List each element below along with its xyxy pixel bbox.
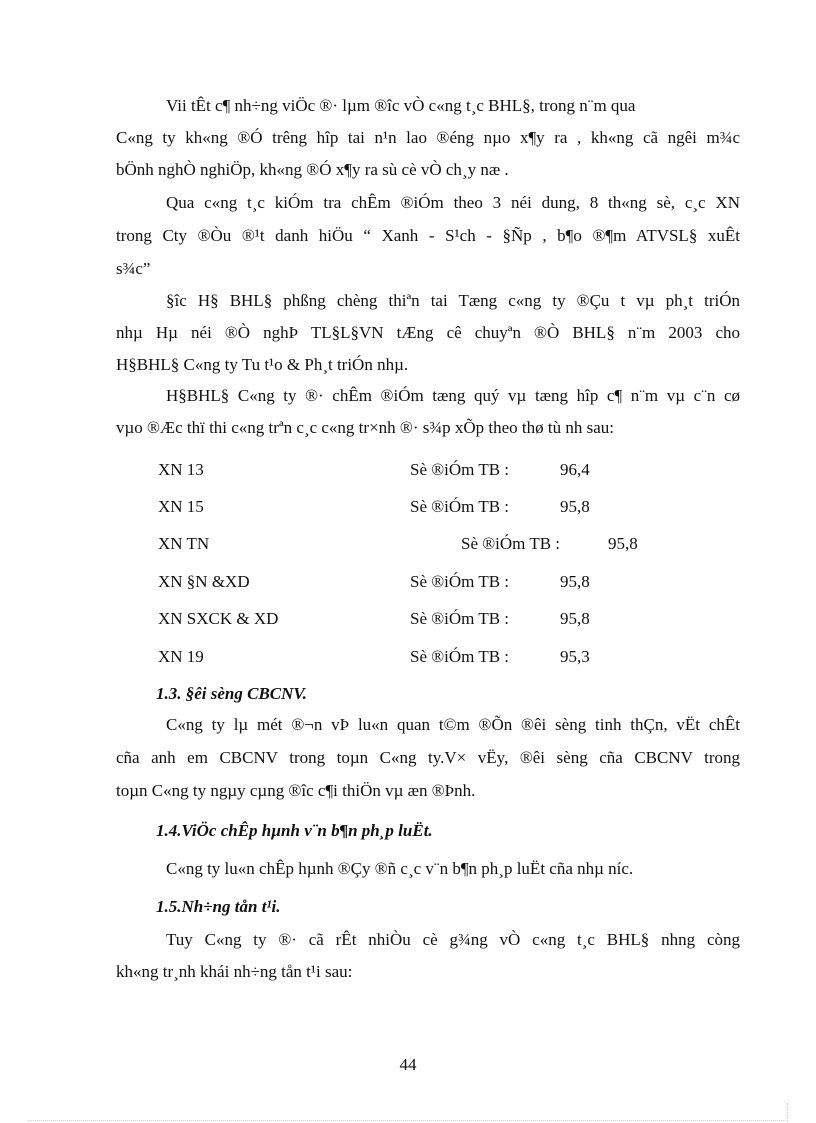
text-line: C«ng ty kh«ng ®Ó trêng hîp tai n¹n lao ®éng nµo x¶y ra , kh«ng cã ngêi m¾c: [116, 128, 740, 147]
text-line: §îc H§ BHL§ phßng chèng thiªn tai Tæng c«ng ty ®Çu t vµ ph¸t triÓn: [166, 291, 740, 310]
table-cell-label: Sè ®iÓm TB :: [410, 609, 510, 628]
table-cell-label: Sè ®iÓm TB :: [410, 647, 510, 666]
text-line: bÖnh nghÒ nghiÖp, kh«ng ®Ó x¶y ra sù cè vÒ ch¸y næ .: [116, 160, 509, 179]
table-cell-score: 95,3: [560, 647, 590, 666]
section-heading: 1.3. §êi sèng CBCNV.: [156, 684, 307, 703]
section-heading: 1.5.Nh÷ng tån t¹i.: [156, 897, 281, 916]
text-line: H§BHL§ C«ng ty Tu t¹o & Ph¸t triÓn nhµ.: [116, 355, 409, 374]
table-cell-unit: XN TN: [158, 534, 210, 553]
table-cell-unit: XN §N &XD: [158, 572, 250, 591]
text-line: toµn C«ng ty ngµy cµng ®îc c¶i thiÖn vµ æn ®Þnh.: [116, 781, 476, 800]
text-line: Vii tÊt c¶ nh÷ng viÖc ®· lµm ®îc vÒ c«ng t¸c BHL§, trong n¨m qua: [166, 96, 636, 115]
text-line: C«ng ty lu«n chÊp hµnh ®Çy ®ñ c¸c v¨n b¶n ph¸p luËt cña nhµ níc.: [166, 859, 634, 878]
page-edge-rule: [28, 1120, 788, 1121]
text-line: Tuy C«ng ty ®· cã rÊt nhiÒu cè g¾ng vÒ c«ng t¸c BHL§ nhng còng: [166, 930, 740, 949]
table-cell-unit: XN 19: [158, 647, 204, 666]
table-cell-score: 96,4: [560, 460, 590, 479]
table-cell-score: 95,8: [560, 609, 590, 628]
text-line: H§BHL§ C«ng ty ®· chÊm ®iÓm tæng quý vµ tæng hîp c¶ n¨m vµ c¨n cø: [166, 386, 740, 405]
table-cell-score: 95,8: [560, 497, 590, 516]
text-line: trong Cty ®Òu ®¹t danh hiÖu “ Xanh - S¹ch - §Ñp , b¶o ®¶m ATVSL§ xuÊt: [116, 226, 740, 245]
table-cell-unit: XN SXCK & XD: [158, 609, 279, 628]
page-number: 44: [399, 1055, 417, 1074]
table-cell-label: Sè ®iÓm TB :: [461, 534, 561, 553]
text-line: kh«ng tr¸nh khái nh÷ng tån t¹i sau:: [116, 962, 353, 981]
text-line: vµo ®Æc thï thi c«ng trªn c¸c c«ng tr×nh ®· s¾p xÕp theo thø tù nh sau:: [116, 418, 614, 437]
table-cell-unit: XN 15: [158, 497, 204, 516]
text-line: s¾c”: [116, 259, 151, 278]
table-cell-score: 95,8: [560, 572, 590, 591]
text-line: Qua c«ng t¸c kiÓm tra chÊm ®iÓm theo 3 néi dung, 8 th«ng sè, c¸c XN: [166, 193, 740, 212]
table-cell-score: 95,8: [608, 534, 638, 553]
text-line: C«ng ty lµ mét ®¬n vÞ lu«n quan t©m ®Õn ®êi sèng tinh thÇn, vËt chÊt: [166, 715, 740, 734]
table-cell-label: Sè ®iÓm TB :: [410, 572, 510, 591]
table-cell-label: Sè ®iÓm TB :: [410, 460, 510, 479]
table-cell-label: Sè ®iÓm TB :: [410, 497, 510, 516]
page-edge-rule: [787, 1103, 788, 1123]
table-cell-unit: XN 13: [158, 460, 204, 479]
text-line: nhµ Hµ néi ®Ò nghÞ TL§L§VN tÆng cê chuyªn ®Ò BHL§ n¨m 2003 cho: [116, 323, 740, 342]
text-line: cña anh em CBCNV trong toµn C«ng ty.V× vËy, ®êi sèng cña CBCNV trong: [116, 748, 740, 767]
section-heading: 1.4.ViÖc chÊp hµnh v¨n b¶n ph¸p luËt.: [156, 821, 433, 840]
